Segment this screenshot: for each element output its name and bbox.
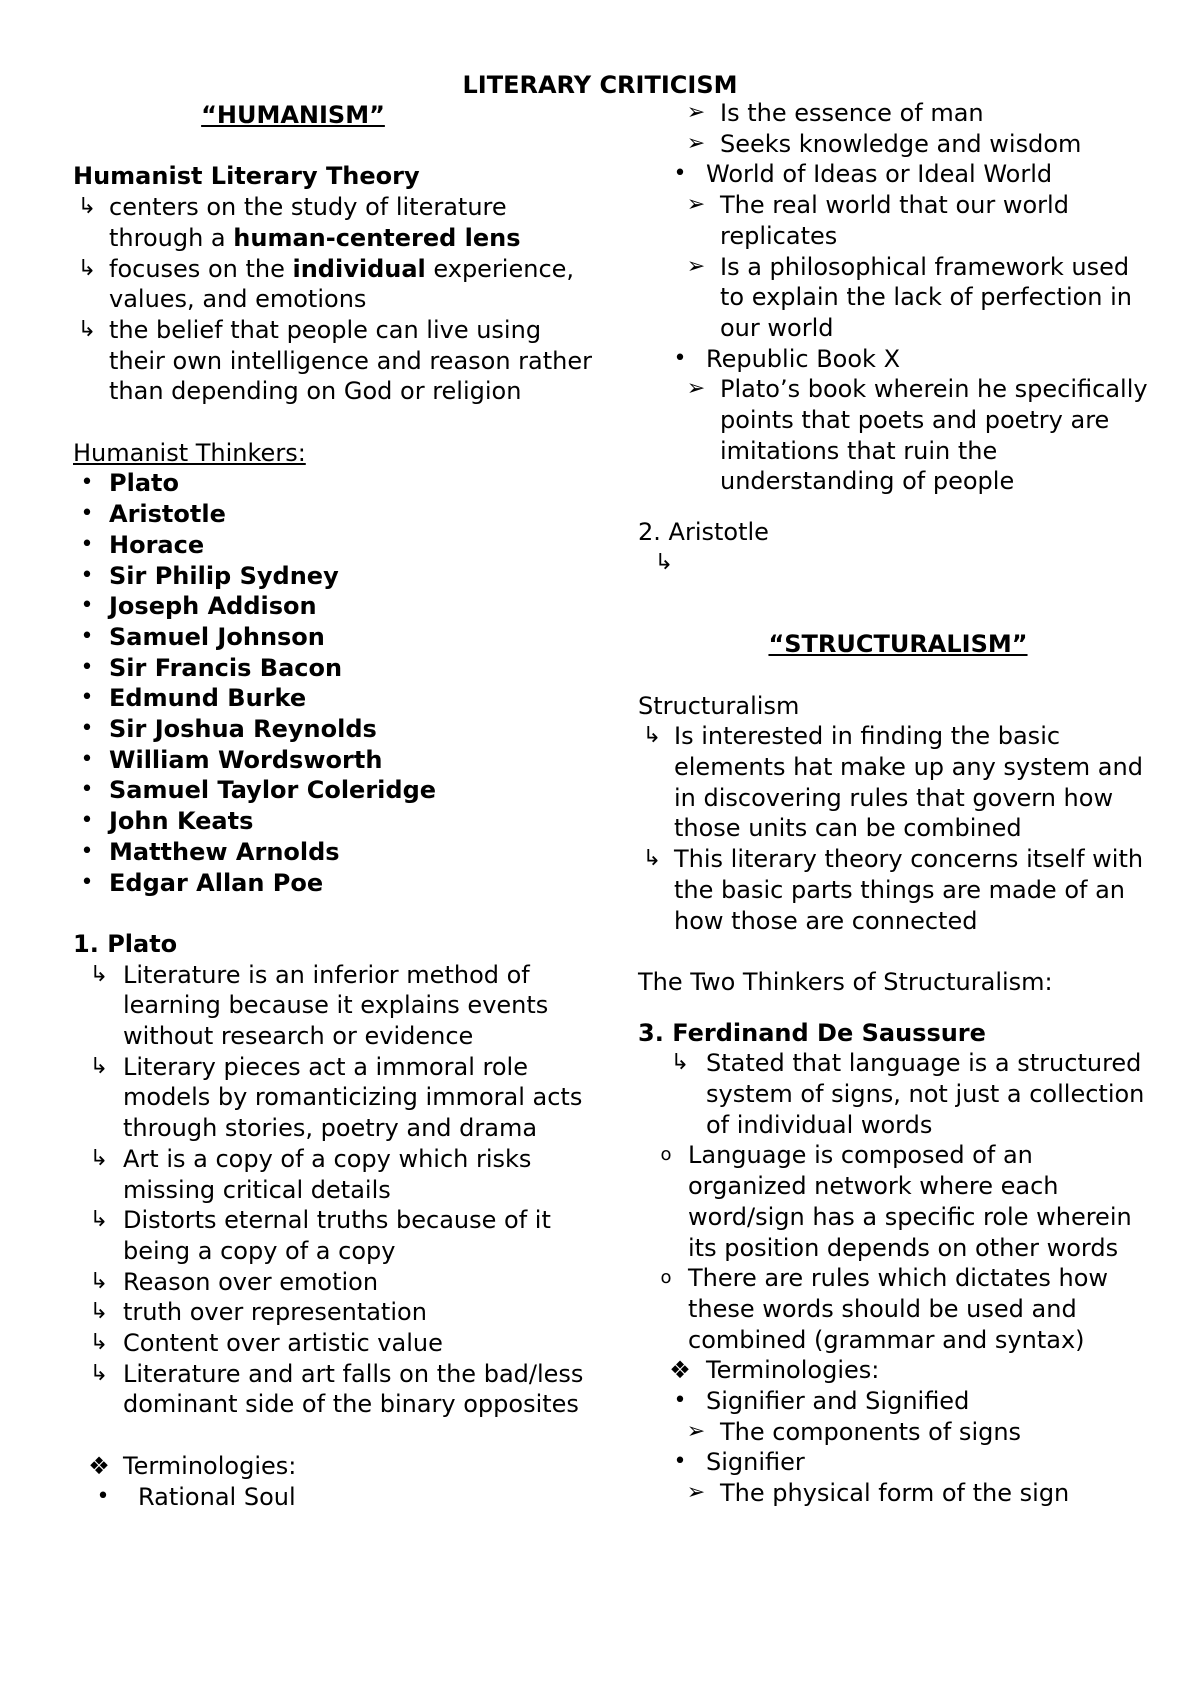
theory-item: ↳ centers on the study of literature through a human-centered lens: [73, 192, 593, 253]
list-item: ➢ Is a philosophical framework used to explain the lack of perfection in our world: [638, 252, 1158, 344]
list-item: ➢ Seeks knowledge and wisdom: [638, 129, 1158, 160]
thinker-item: • Sir Francis Bacon: [73, 653, 593, 684]
thinker-item: • Aristotle: [73, 499, 593, 530]
theory-item: ↳ the belief that people can live using their own intelligence and reason rather than depending on God or religion: [73, 315, 593, 407]
bullet-icon: •: [80, 838, 94, 864]
bullet-icon: •: [80, 869, 94, 895]
bullet-icon: •: [80, 531, 94, 557]
right-column: [638, 98, 1158, 1509]
bullet-icon: •: [80, 808, 94, 834]
theory-item: ↳ focuses on the individual experience, values, and emotions: [73, 254, 593, 315]
bullet-icon: •: [80, 470, 94, 496]
thinkers-list: [73, 468, 593, 898]
list-item: • Signifier and Signified: [638, 1386, 1158, 1417]
list-item: ➢ The real world that our world replicates: [638, 190, 1158, 251]
curved-arrow-bullet-icon: ↳: [77, 316, 97, 342]
diamond-bullet-icon: ❖: [88, 1451, 110, 1480]
thinker-item: • John Keats: [73, 806, 593, 837]
plato-item: ↳ Literature and art falls on the bad/less dominant side of the binary opposites: [73, 1359, 593, 1420]
terminologies-list: [638, 1386, 1158, 1509]
curved-arrow-bullet-icon: ↳: [89, 1299, 109, 1325]
curved-arrow-bullet-icon: ↳: [77, 255, 97, 281]
aristotle-empty-item: [638, 548, 1158, 579]
diamond-bullet-icon: ❖: [669, 1356, 691, 1385]
curved-arrow-bullet-icon: ↳: [77, 194, 97, 220]
arrowhead-bullet-icon: ➢: [686, 130, 706, 156]
hollow-circle-bullet-icon: o: [660, 1144, 672, 1166]
list-item: • Signifier: [638, 1447, 1158, 1478]
thinker-item: • William Wordsworth: [73, 745, 593, 776]
list-item: • World of Ideas or Ideal World: [638, 159, 1158, 190]
bullet-icon: •: [80, 593, 94, 619]
plato-item: ↳ Content over artistic value: [73, 1328, 593, 1359]
thinkers-heading: Humanist Thinkers:: [73, 438, 306, 467]
bullet-icon: •: [80, 654, 94, 680]
bullet-icon: •: [80, 777, 94, 803]
list-item: ➢ Is the essence of man: [638, 98, 1158, 129]
terminologies-heading: ❖ Terminologies:: [73, 1451, 593, 1482]
structuralism-item: ↳ Is interested in finding the basic elements hat make up any system and in discovering rules that govern how those units can be combined: [638, 721, 1158, 844]
curved-arrow-bullet-icon: ↳: [89, 1330, 109, 1356]
saussure-sub-item: o Language is composed of an organized network where each word/sign has a specific role wherein its position depends on other words: [638, 1140, 1158, 1263]
curved-arrow-bullet-icon: ↳: [89, 961, 109, 987]
arrowhead-bullet-icon: ➢: [686, 253, 706, 279]
thinker-item: • Joseph Addison: [73, 591, 593, 622]
bullet-icon: •: [80, 716, 94, 742]
thinker-item: • Edmund Burke: [73, 683, 593, 714]
humanism-heading: “HUMANISM”: [201, 101, 385, 129]
plato-continued-list: [638, 98, 1158, 497]
document-title: LITERARY CRITICISM: [462, 71, 738, 99]
bullet-icon: •: [673, 1388, 687, 1414]
thinker-item: • Samuel Taylor Coleridge: [73, 775, 593, 806]
saussure-sub-list: [638, 1140, 1158, 1355]
list-item: • Republic Book X: [638, 344, 1158, 375]
curved-arrow-bullet-icon: ↳: [654, 549, 674, 575]
plato-list: [73, 960, 593, 1421]
curved-arrow-bullet-icon: ↳: [89, 1207, 109, 1233]
bullet-icon: •: [673, 345, 687, 371]
term-item: • Rational Soul: [73, 1482, 593, 1513]
plato-item: ↳ Reason over emotion: [73, 1267, 593, 1298]
list-item: ➢ The components of signs: [638, 1417, 1158, 1448]
curved-arrow-bullet-icon: ↳: [89, 1268, 109, 1294]
bullet-icon: •: [80, 501, 94, 527]
bullet-icon: •: [673, 161, 687, 187]
thinker-item: • Matthew Arnolds: [73, 837, 593, 868]
plato-item: ↳ Literary pieces act a immoral role models by romanticizing immoral acts through stories, poetry and drama: [73, 1052, 593, 1144]
humanist-theory-heading: Humanist Literary Theory: [73, 162, 420, 191]
aristotle-heading: 2. Aristotle: [638, 518, 769, 547]
curved-arrow-bullet-icon: ↳: [642, 846, 662, 872]
structuralism-list: [638, 721, 1158, 936]
bullet-icon: •: [80, 623, 94, 649]
list-item: ➢ The physical form of the sign: [638, 1478, 1158, 1509]
thinker-item: • Horace: [73, 530, 593, 561]
thinker-item: • Plato: [73, 468, 593, 499]
bullet-icon: •: [673, 1449, 687, 1475]
arrowhead-bullet-icon: ➢: [686, 1418, 706, 1444]
list-item: ➢ Plato’s book wherein he specifically points that poets and poetry are imitations that ruin the understanding of people: [638, 374, 1158, 497]
arrowhead-bullet-icon: ➢: [686, 1480, 706, 1506]
hollow-circle-bullet-icon: o: [660, 1267, 672, 1289]
plato-heading: 1. Plato: [73, 929, 178, 958]
curved-arrow-bullet-icon: ↳: [642, 723, 662, 749]
curved-arrow-bullet-icon: ↳: [89, 1053, 109, 1079]
arrowhead-bullet-icon: ➢: [686, 376, 706, 402]
two-thinkers-heading: The Two Thinkers of Structuralism:: [638, 967, 1053, 996]
structuralism-item: ↳ This literary theory concerns itself with the basic parts things are made of an how those are connected: [638, 844, 1158, 936]
thinker-item: • Samuel Johnson: [73, 622, 593, 653]
curved-arrow-bullet-icon: ↳: [89, 1360, 109, 1386]
arrowhead-bullet-icon: ➢: [686, 192, 706, 218]
saussure-heading: 3. Ferdinand De Saussure: [638, 1018, 986, 1047]
curved-arrow-bullet-icon: ↳: [89, 1145, 109, 1171]
bullet-icon: •: [80, 685, 94, 711]
structuralism-subheading: Structuralism: [638, 691, 800, 720]
thinker-item: • Sir Joshua Reynolds: [73, 714, 593, 745]
saussure-sub-item: o There are rules which dictates how these words should be used and combined (grammar and syntax): [638, 1263, 1158, 1355]
terminologies-heading: ❖ Terminologies:: [638, 1355, 1158, 1386]
plato-item: ↳ Distorts eternal truths because of it being a copy of a copy: [73, 1205, 593, 1266]
left-column: [73, 100, 593, 1512]
plato-item: ↳ Art is a copy of a copy which risks missing critical details: [73, 1144, 593, 1205]
thinker-item: • Edgar Allan Poe: [73, 868, 593, 899]
saussure-item: ↳ Stated that language is a structured system of signs, not just a collection of individual words: [638, 1048, 1158, 1140]
bullet-icon: •: [80, 746, 94, 772]
structuralism-heading: “STRUCTURALISM”: [768, 630, 1028, 659]
curved-arrow-bullet-icon: ↳: [670, 1050, 690, 1076]
bullet-icon: •: [96, 1483, 110, 1509]
thinker-item: • Sir Philip Sydney: [73, 561, 593, 592]
plato-item: ↳ truth over representation: [73, 1297, 593, 1328]
arrowhead-bullet-icon: ➢: [686, 100, 706, 125]
bullet-icon: •: [80, 562, 94, 588]
plato-item: ↳ Literature is an inferior method of learning because it explains events without research or evidence: [73, 960, 593, 1052]
